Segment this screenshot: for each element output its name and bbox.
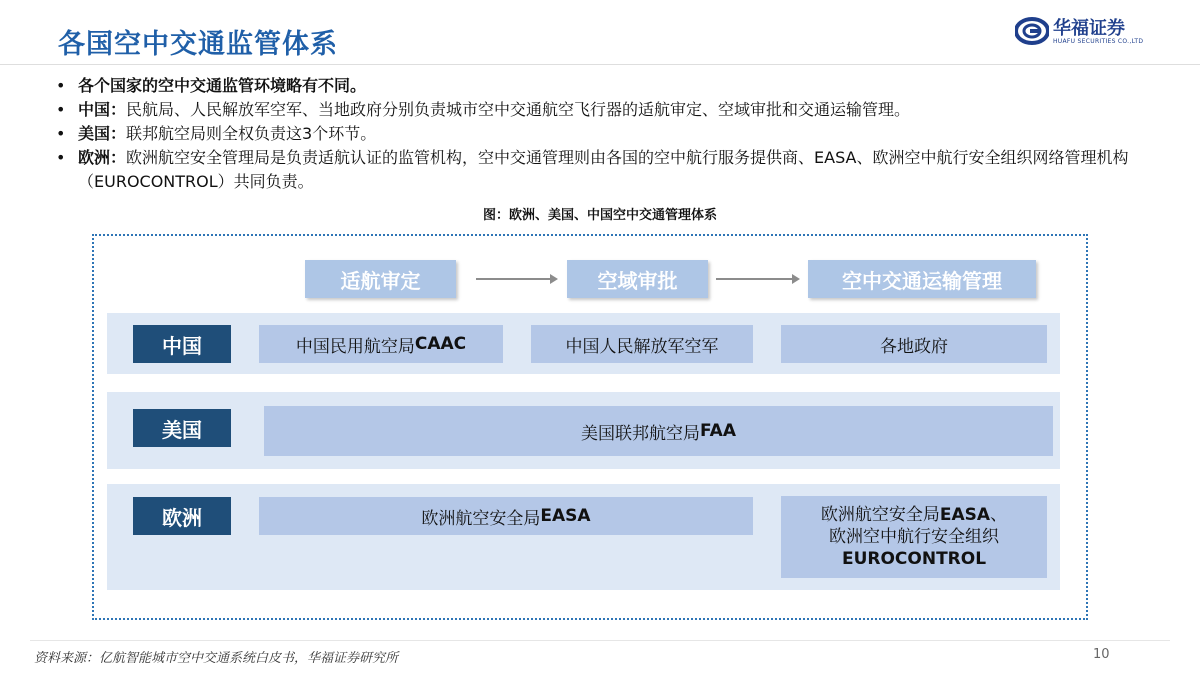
cell-easa-eurocontrol [781, 496, 1047, 578]
header-divider [0, 64, 1200, 65]
cell-easa [259, 497, 753, 535]
cell-bold-text: FAA [700, 421, 736, 441]
company-logo [1015, 14, 1165, 54]
bullet-dot: • [56, 100, 66, 119]
arrow-icon [476, 278, 556, 280]
figure-caption: 图：欧洲、美国、中国空中交通管理体系 [482, 208, 717, 223]
cell-local-government [781, 325, 1047, 363]
cell-line [842, 548, 986, 570]
cell-line [821, 504, 1007, 526]
cell-text: 美国联邦航空局 [581, 423, 700, 444]
cell-bold-text: CAAC [414, 334, 467, 354]
logo-name: 华福证券 [1053, 18, 1125, 39]
bullet-label: 欧洲： [78, 148, 127, 167]
arrow-head-icon [550, 274, 558, 284]
step-airworthiness: 适航审定 [305, 260, 456, 298]
arrow-icon [716, 278, 798, 280]
bullet-dot: • [56, 148, 66, 167]
bullet-label: 美国： [78, 124, 127, 143]
cell-bold-text: EASA [939, 505, 991, 525]
region-label-china: 中国 [133, 325, 231, 363]
bullet-text: 欧洲航空安全管理局是负责适航认证的监管机构，空中交通管理则由各国的空中航行服务提供商、EASA、欧洲空中航行安全组织网络管理机构（EUROCONTROL）共同负责。 [78, 148, 1129, 191]
bullet-dot: • [56, 76, 66, 95]
bullet-label: 中国： [78, 100, 127, 119]
bullet-text: 联邦航空局则全权负责这3个环节。 [126, 124, 377, 143]
bullet-item [54, 146, 1174, 194]
step-traffic-management: 空中交通运输管理 [808, 260, 1036, 298]
bullet-item [54, 74, 1174, 98]
page-number: 10 [1093, 647, 1110, 662]
cell-bold-text: EUROCONTROL [841, 549, 987, 569]
bullet-item [54, 122, 1174, 146]
region-label-usa: 美国 [133, 409, 231, 447]
cell-text: 各地政府 [880, 336, 948, 357]
cell-line: 欧洲空中航行安全组织 [829, 527, 999, 547]
arrow-head-icon [792, 274, 800, 284]
cell-faa [264, 406, 1053, 456]
footer-divider [30, 640, 1170, 641]
cell-bold-text: EASA [540, 506, 591, 526]
cell-pla-airforce [531, 325, 753, 363]
bullet-label: 各个国家的空中交通监管环境略有不同。 [78, 76, 367, 95]
logo-subtext: HUAFU SECURITIES CO.,LTD [1053, 38, 1144, 45]
bullet-list [54, 74, 1174, 194]
bullet-dot: • [56, 124, 66, 143]
slide-title: 各国空中交通监管体系 [58, 29, 338, 60]
bullet-text: 民航局、人民解放军空军、当地政府分别负责城市空中交通航空飞行器的适航审定、空域审批和交通运输管理。 [126, 100, 911, 119]
source-note: 资料来源：亿航智能城市空中交通系统白皮书，华福证券研究所 [34, 651, 399, 666]
cell-caac [259, 325, 503, 363]
cell-text: 欧洲航空安全局 [820, 505, 940, 525]
step-airspace-approval: 空域审批 [567, 260, 708, 298]
cell-text: 、 [990, 505, 1008, 525]
cell-text: 中国民用航空局 [295, 336, 415, 357]
cell-text: 欧洲航空安全局 [421, 508, 541, 529]
cell-text: 中国人民解放军空军 [565, 336, 719, 357]
region-label-europe: 欧洲 [133, 497, 231, 535]
logo-icon [1015, 14, 1049, 48]
bullet-item [54, 98, 1174, 122]
